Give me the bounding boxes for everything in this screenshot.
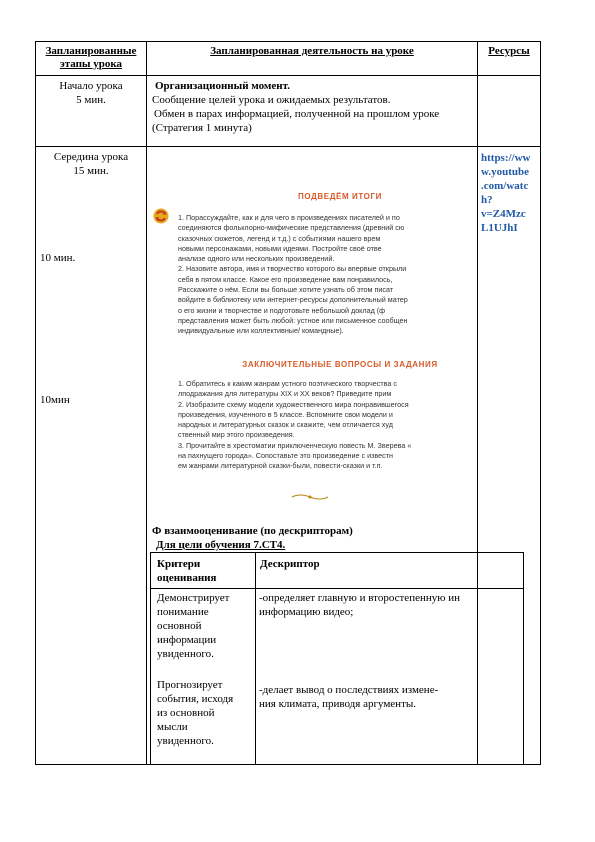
descriptor-1: -определяет главную и второстепенную ин информацию видео;	[259, 592, 460, 618]
stage-start-duration: 5 мин.	[76, 94, 106, 106]
descriptor-header: Дескриптор	[260, 558, 320, 570]
youtube-resource-link[interactable]: https://ww w.youtube .com/watc h? v=Z4Mzc L1UJhI	[481, 152, 531, 234]
strategy-text: (Стратегия 1 минута)	[152, 122, 252, 134]
stage-middle-label: Середина урока	[53, 151, 129, 163]
summary-items: 1. Порассуждайте, как и для чего в произведениях писателей и по соединяются фольклорно-мифические представления (древний сю сказочных сюжетов, легенд и т.д.) с событиями нашего врем новыми персонажами, новыми идеями. Постройте своё отве анализе одного или нескольких произведений. 2. Назовите автора, имя и творчество которого вы впервые открыли себя в пятом классе. Какое его произведение вам понравилось, Расскажите о нём. Если вы больше хотите узнать об этом писат войдите в библиотеку или интернет-ресурсы дополнительный матер о его жизни и творчестве и подготовьте небольшой доклад (ф представления может быть любой: устное или письменное сообщен индивидуальные или коллективные/ командные).	[178, 213, 408, 336]
textbook-excerpt	[150, 180, 475, 510]
descriptor-2: -делает вывод о последствиях измене- ния климата, приводя аргументы.	[259, 684, 439, 710]
summary-heading: ПОДВЕДЁМ ИТОГИ	[298, 192, 382, 201]
assessment-title: Ф взаимооценивание (по дескрипторам)	[152, 525, 353, 537]
org-moment-text: Организационный момент.	[155, 80, 290, 92]
goals-text: Сообщение целей урока и ожидаемых результатов.	[152, 94, 391, 106]
pair-exchange-text: Обмен в парах информацией, полученной на прошлом уроке	[154, 108, 440, 120]
criterion-1: Демонстрирует понимание основной информации увиденного.	[157, 592, 230, 660]
stage-start-label: Начало урока	[59, 80, 123, 92]
criterion-2: Прогнозирует события, исходя из основной мысли увиденного.	[157, 679, 234, 747]
time-10-min: 10 мин.	[40, 252, 76, 264]
time-10-min-b: 10мин	[40, 394, 70, 406]
final-questions-items: 1. Обратитесь к каким жанрам устного поэтического творчества с лподражания для литературы XIX и XX веков? Приведите прим 2. Изобразите схему модели художественного мира понравившегося произведения, изученного в 5 классе. Вспомните свои модели и народных и литературных сказок и скажите, чем отличается худ ственный мир этого произведения. 3. Прочитайте в хрестоматии приключенческую повесть М. Зверева « на пахнущего города». Сопоставьте это произведение с известн ем жанрами литературной сказки-были, повести-сказки и т.п.	[178, 379, 412, 471]
header-stages: Запланированные этапы урока	[45, 45, 137, 70]
header-activity: Запланированная деятельность на уроке	[210, 45, 414, 57]
final-questions-heading: ЗАКЛЮЧИТЕЛЬНЫЕ ВОПРОСЫ И ЗАДАНИЯ	[242, 360, 438, 369]
criteria-header: Критери оценивания	[157, 558, 217, 584]
stage-middle-duration: 15 мин.	[73, 165, 109, 177]
header-resources: Ресурсы	[488, 45, 530, 57]
learning-goal-text: Для цели обучения 7.СТ4.	[156, 539, 286, 551]
ornament-divider	[290, 488, 330, 506]
cycle-icon	[153, 208, 169, 229]
